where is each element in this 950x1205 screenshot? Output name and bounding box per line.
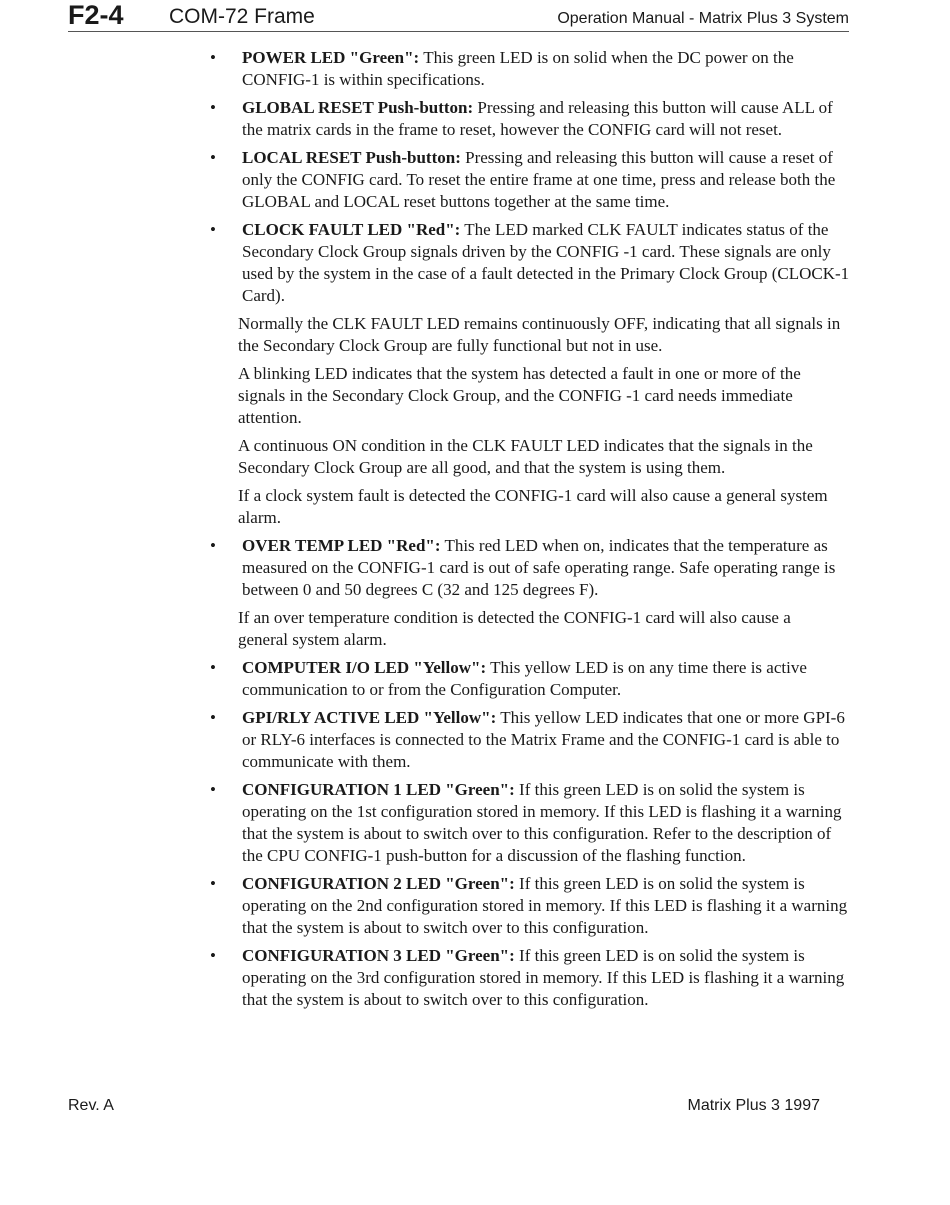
- bullet-item-gpi-rly: [0, 707, 852, 773]
- item-term: OVER TEMP LED "Red":: [242, 536, 441, 555]
- paragraph-clk-fault-on: A continuous ON condition in the CLK FAULT LED indicates that the signals in the Secondary Clock Group are all good, and that the system is using them.: [238, 436, 813, 477]
- bullet-icon: •: [210, 48, 216, 67]
- bullet-item-computer-io: [0, 657, 852, 701]
- item-text: This red LED when on, indicates that the temperature as measured on the CONFIG-1 card is out of safe operating range. Safe operating range is between 0 and 50 degrees C (32 and 125 degrees F).: [242, 536, 836, 599]
- paragraph-clock-alarm: If a clock system fault is detected the CONFIG-1 card will also cause a general system alarm.: [238, 486, 828, 527]
- paragraph-clk-fault-blinking: A blinking LED indicates that the system has detected a fault in one or more of the signals in the Secondary Clock Group, and the CONFIG -1 card needs immediate attention.: [238, 364, 801, 427]
- page-header: [68, 0, 849, 32]
- item-term: CLOCK FAULT LED "Red":: [242, 220, 461, 239]
- item-term: GLOBAL RESET Push-button:: [242, 98, 474, 117]
- item-term: POWER LED "Green":: [242, 48, 420, 67]
- item-term: GPI/RLY ACTIVE LED "Yellow":: [242, 708, 497, 727]
- bullet-icon: •: [210, 98, 216, 117]
- item-term: COMPUTER I/O LED "Yellow":: [242, 658, 487, 677]
- bullet-item-global-reset: [0, 97, 852, 141]
- manual-title: Operation Manual - Matrix Plus 3 System: [557, 10, 849, 27]
- item-text: The LED marked CLK FAULT indicates status of the Secondary Clock Group signals driven by the CONFIG -1 card. These signals are only used by the system in the case of a fault detected in the Primary Clock Group (CLOCK-1 Card).: [242, 220, 850, 305]
- bullet-item-local-reset: [0, 147, 852, 213]
- bullet-icon: •: [210, 536, 216, 555]
- revision-label: Rev. A: [68, 1097, 114, 1114]
- bullet-icon: •: [210, 220, 216, 239]
- item-text: This yellow LED is on any time there is active communication to or from the Configuration Computer.: [242, 658, 807, 699]
- item-term: LOCAL RESET Push-button:: [242, 148, 461, 167]
- chapter-title: COM-72 Frame: [169, 5, 315, 28]
- paragraph-temp-alarm: If an over temperature condition is detected the CONFIG-1 card will also cause a general system alarm.: [238, 608, 791, 649]
- document-body: [0, 47, 950, 1017]
- item-term: CONFIGURATION 3 LED "Green":: [242, 946, 515, 965]
- paragraph-clk-fault-off: Normally the CLK FAULT LED remains continuously OFF, indicating that all signals in the Secondary Clock Group are fully functional but not in use.: [238, 314, 841, 355]
- item-text: This green LED is on solid when the DC power on the CONFIG-1 is within specifications.: [242, 48, 794, 89]
- bullet-icon: •: [210, 780, 216, 799]
- bullet-icon: •: [210, 148, 216, 167]
- bullet-item-configuration-2: [0, 873, 852, 939]
- bullet-item-clock-fault: [0, 219, 852, 307]
- item-text: Pressing and releasing this button will cause ALL of the matrix cards in the frame to reset, however the CONFIG card will not reset.: [242, 98, 833, 139]
- bullet-item-over-temp: [0, 535, 852, 601]
- item-text: If this green LED is on solid the system is operating on the 2nd configuration stored in memory. If this LED is flashing it a warning that the system is about to switch over to this configuration.: [242, 874, 848, 937]
- bullet-icon: •: [210, 874, 216, 893]
- item-text: If this green LED is on solid the system is operating on the 1st configuration stored in memory. If this LED is flashing it a warning that the system is about to switch over to this configuration. Refer to the description of the CPU CONFIG-1 push-button for a discussion of the flashing function.: [242, 780, 842, 865]
- bullet-item-power-led: [0, 47, 852, 91]
- bullet-item-configuration-3: [0, 945, 852, 1011]
- item-text: If this green LED is on solid the system is operating on the 3rd configuration stored in memory. If this LED is flashing it a warning that the system is about to switch over to this configuration.: [242, 946, 845, 1009]
- item-text: This yellow LED indicates that one or more GPI-6 or RLY-6 interfaces is connected to the Matrix Frame and the CONFIG-1 card is able to communicate with them.: [242, 708, 845, 771]
- page-number: F2-4: [68, 0, 124, 30]
- bullet-icon: •: [210, 658, 216, 677]
- bullet-item-configuration-1: [0, 779, 852, 867]
- product-year-label: Matrix Plus 3 1997: [687, 1097, 820, 1114]
- item-text: Pressing and releasing this button will cause a reset of only the CONFIG card. To reset the entire frame at one time, press and release both the GLOBAL and LOCAL reset buttons together at the same time.: [242, 148, 836, 211]
- item-term: CONFIGURATION 1 LED "Green":: [242, 780, 515, 799]
- bullet-icon: •: [210, 708, 216, 727]
- item-term: CONFIGURATION 2 LED "Green":: [242, 874, 515, 893]
- bullet-icon: •: [210, 946, 216, 965]
